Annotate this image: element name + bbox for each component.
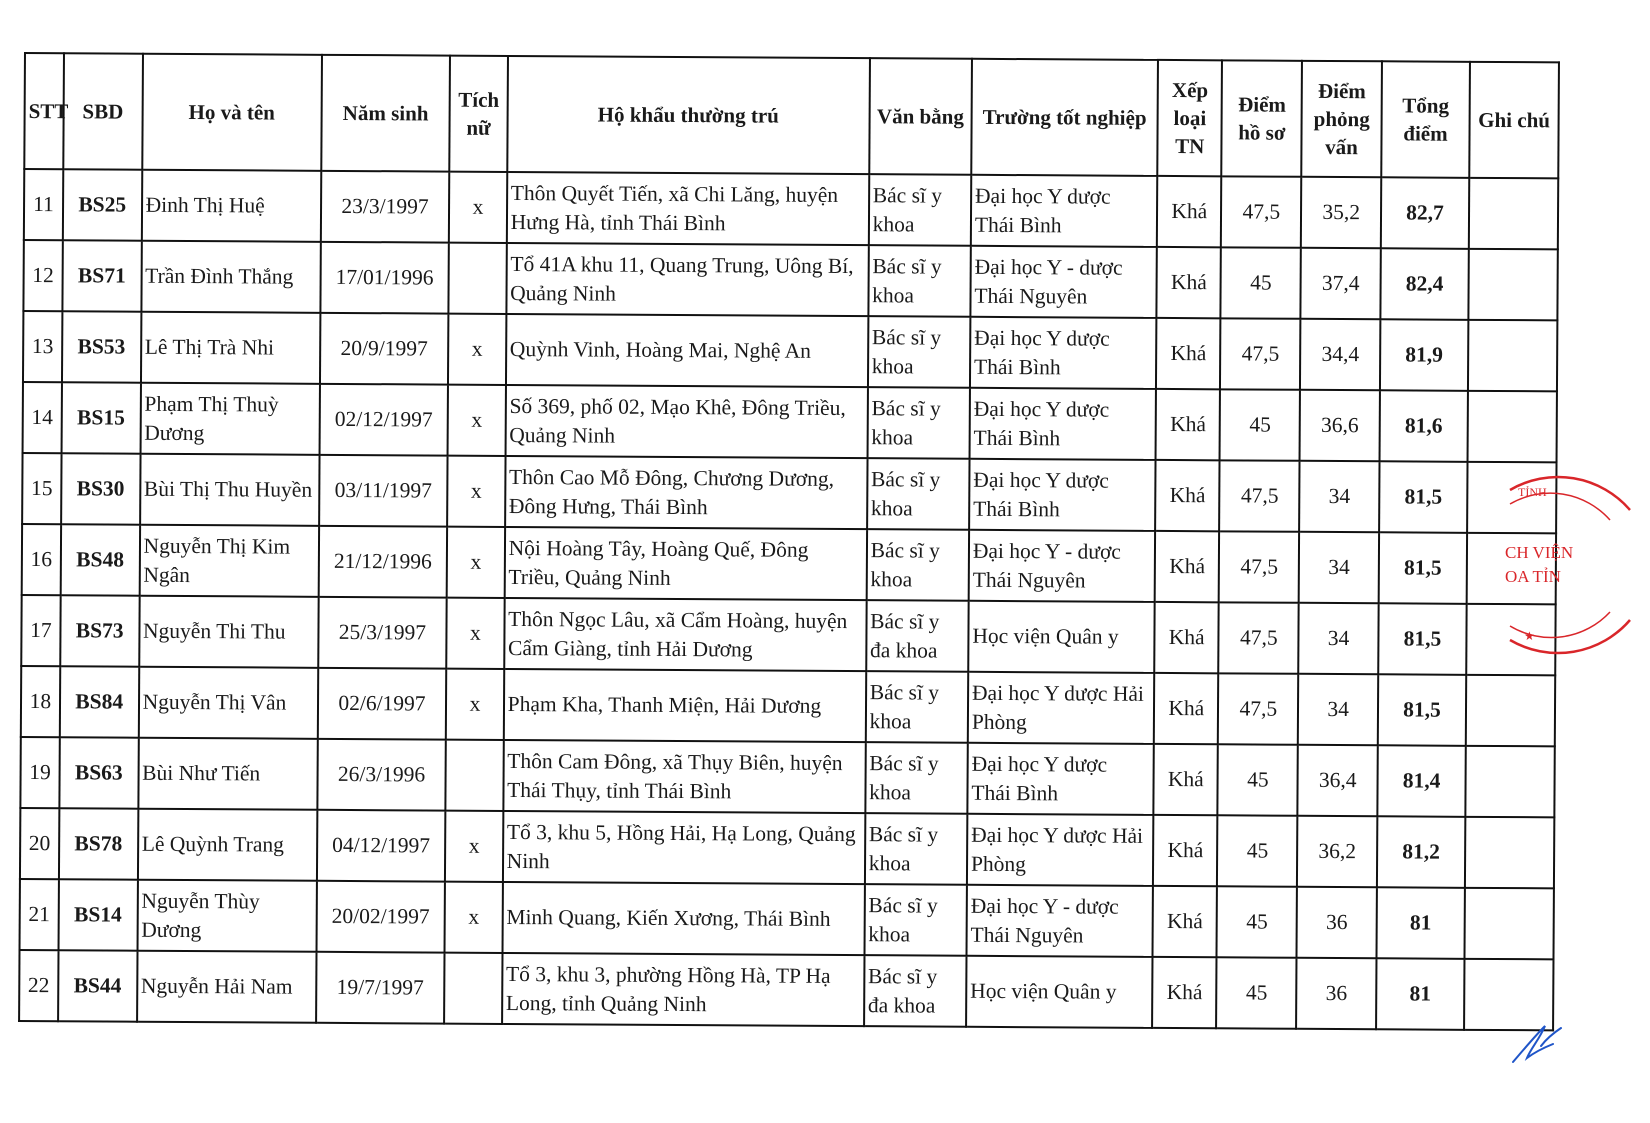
table-row <box>19 950 1553 1030</box>
handwritten-initials-signature <box>1505 1018 1565 1068</box>
row-interview-score: 36,4 <box>1298 745 1378 816</box>
header-birth: Năm sinh <box>321 55 451 172</box>
star-icon: ★ <box>1524 629 1535 643</box>
row-stt: 21 <box>20 879 59 950</box>
row-grade: Khá <box>1156 318 1221 389</box>
table-row <box>23 382 1557 462</box>
row-birth: 26/3/1996 <box>317 739 446 811</box>
row-degree: Bác sĩ y khoa <box>867 387 970 459</box>
row-total-score: 81,4 <box>1377 745 1465 817</box>
row-female-mark: x <box>449 172 507 243</box>
row-stt: 18 <box>21 666 60 737</box>
row-profile-score: 45 <box>1220 389 1300 460</box>
header-stt: STT <box>24 53 64 169</box>
header-profile-score: Điểm hồ sơ <box>1222 60 1302 176</box>
stamp-text-3: OA TỈN <box>1505 567 1561 586</box>
row-address: Quỳnh Vinh, Hoàng Mai, Nghệ An <box>506 314 868 387</box>
row-profile-score: 45 <box>1217 815 1297 886</box>
row-sbd: BS84 <box>60 666 139 737</box>
row-grade: Khá <box>1153 744 1218 815</box>
row-birth: 20/02/1997 <box>316 881 445 953</box>
row-school: Học viện Quân y <box>966 956 1153 1028</box>
row-degree: Bác sĩ y khoa <box>865 671 968 743</box>
row-profile-score: 47,5 <box>1218 673 1298 744</box>
row-degree: Bác sĩ y khoa <box>869 174 972 246</box>
row-interview-score: 35,2 <box>1301 177 1381 248</box>
header-degree: Văn bằng <box>869 58 972 175</box>
row-interview-score: 36 <box>1296 958 1376 1029</box>
row-degree: Bác sĩ y khoa <box>864 884 967 956</box>
table-row <box>22 453 1556 533</box>
header-school: Trường tốt nghiệp <box>971 59 1158 176</box>
row-total-score: 82,7 <box>1381 177 1469 249</box>
row-stt: 17 <box>21 595 60 666</box>
row-school: Đại học Y dược Thái Bình <box>969 459 1156 531</box>
row-school: Đại học Y dược Hải Phòng <box>968 672 1155 744</box>
row-school: Đại học Y dược Thái Bình <box>970 317 1157 389</box>
row-name: Nguyễn Hải Nam <box>137 951 316 1023</box>
row-name: Lê Thị Trà Nhi <box>141 312 320 384</box>
row-total-score: 81 <box>1376 958 1464 1030</box>
row-female-mark: x <box>445 811 503 882</box>
table-body <box>19 169 1558 1030</box>
table-row <box>20 808 1554 888</box>
row-sbd: BS25 <box>63 169 142 240</box>
row-interview-score: 34 <box>1299 532 1379 603</box>
row-degree: Bác sĩ y khoa <box>865 742 968 814</box>
stamp-text-2: CH VIỆN <box>1505 543 1574 562</box>
row-profile-score: 45 <box>1218 744 1298 815</box>
row-address: Nội Hoàng Tây, Hoàng Quế, Đông Triều, Quảng Ninh <box>504 527 866 600</box>
table-row <box>23 311 1557 391</box>
row-female-mark: x <box>447 527 505 598</box>
row-grade: Khá <box>1156 247 1221 318</box>
header-female: Tích nữ <box>450 56 508 172</box>
row-profile-score: 45 <box>1217 957 1297 1028</box>
red-seal-stamp <box>1500 470 1650 660</box>
row-profile-score: 47,5 <box>1219 602 1299 673</box>
row-profile-score: 45 <box>1217 886 1297 957</box>
header-address: Hộ khẩu thường trú <box>507 56 870 174</box>
row-interview-score: 36 <box>1297 887 1377 958</box>
row-note <box>1465 817 1554 889</box>
row-total-score: 82,4 <box>1380 248 1468 320</box>
row-stt: 16 <box>22 524 61 595</box>
row-note <box>1467 391 1556 463</box>
header-sbd: SBD <box>63 53 142 169</box>
table-row <box>22 524 1556 604</box>
table-row <box>21 595 1555 675</box>
row-address: Tổ 3, khu 3, phường Hồng Hà, TP Hạ Long, tỉnh Quảng Ninh <box>502 953 864 1026</box>
row-school: Học viện Quân y <box>968 601 1155 673</box>
row-address: Thôn Quyết Tiến, xã Chi Lăng, huyện Hưng Hà, tỉnh Thái Bình <box>506 172 868 245</box>
header-interview-score: Điểm phỏng vấn <box>1302 61 1382 177</box>
row-sbd: BS78 <box>59 808 138 879</box>
row-degree: Bác sĩ y khoa <box>868 245 971 317</box>
row-grade: Khá <box>1154 673 1219 744</box>
row-birth: 25/3/1997 <box>318 597 447 669</box>
row-stt: 20 <box>20 808 59 879</box>
row-birth: 02/12/1997 <box>319 384 448 456</box>
row-note <box>1464 888 1553 960</box>
row-total-score: 81,5 <box>1379 461 1467 533</box>
row-degree: Bác sĩ y đa khoa <box>864 955 967 1027</box>
row-total-score: 81,6 <box>1380 390 1468 462</box>
row-birth: 19/7/1997 <box>316 952 445 1024</box>
row-grade: Khá <box>1156 389 1221 460</box>
table-row <box>20 737 1554 817</box>
row-school: Đại học Y dược Thái Bình <box>971 175 1158 247</box>
row-name: Trần Đình Thắng <box>141 241 320 313</box>
row-grade: Khá <box>1155 531 1220 602</box>
row-degree: Bác sĩ y khoa <box>866 529 969 601</box>
row-address: Số 369, phố 02, Mạo Khê, Đông Triều, Quảng Ninh <box>505 385 867 458</box>
header-name: Họ và tên <box>142 54 322 171</box>
row-sbd: BS63 <box>59 737 138 808</box>
row-note <box>1465 746 1554 818</box>
row-stt: 13 <box>23 311 62 382</box>
row-name: Đinh Thị Huệ <box>141 170 320 242</box>
row-school: Đại học Y dược Thái Bình <box>967 743 1154 815</box>
row-total-score: 81,9 <box>1380 319 1468 391</box>
row-profile-score: 47,5 <box>1220 318 1300 389</box>
row-birth: 17/01/1996 <box>320 242 449 314</box>
row-stt: 19 <box>20 737 59 808</box>
row-interview-score: 34 <box>1298 674 1378 745</box>
row-school: Đại học Y dược Hải Phòng <box>967 814 1154 886</box>
row-sbd: BS15 <box>61 382 140 453</box>
row-total-score: 81,5 <box>1379 532 1467 604</box>
row-degree: Bác sĩ y đa khoa <box>866 600 969 672</box>
row-birth: 21/12/1996 <box>318 526 447 598</box>
row-female-mark <box>444 953 502 1024</box>
row-stt: 12 <box>23 240 62 311</box>
row-interview-score: 36,2 <box>1297 816 1377 887</box>
row-sbd: BS14 <box>58 879 137 950</box>
row-grade: Khá <box>1154 602 1219 673</box>
row-female-mark: x <box>447 456 505 527</box>
row-name: Nguyễn Thùy Dương <box>137 880 316 952</box>
table-row <box>20 879 1554 959</box>
row-total-score: 81,2 <box>1377 816 1465 888</box>
row-note <box>1469 178 1558 250</box>
row-address: Thôn Cam Đông, xã Thụy Biên, huyện Thái Thụy, tỉnh Thái Bình <box>503 740 865 813</box>
row-name: Nguyễn Thị Vân <box>138 667 317 739</box>
row-school: Đại học Y - dược Thái Nguyên <box>970 246 1157 318</box>
row-birth: 02/6/1997 <box>317 668 446 740</box>
row-name: Bùi Thị Thu Huyền <box>140 454 319 526</box>
row-sbd: BS71 <box>62 240 141 311</box>
row-name: Nguyễn Thi Thu <box>139 596 318 668</box>
row-female-mark <box>446 740 504 811</box>
row-degree: Bác sĩ y khoa <box>867 458 970 530</box>
table-row <box>21 666 1555 746</box>
row-female-mark: x <box>448 385 506 456</box>
row-birth: 04/12/1997 <box>316 810 445 882</box>
row-degree: Bác sĩ y khoa <box>865 813 968 885</box>
header-grade: Xếp loại TN <box>1157 60 1222 176</box>
row-female-mark: x <box>446 669 504 740</box>
row-note <box>1468 249 1557 321</box>
row-note <box>1468 320 1557 392</box>
row-total-score: 81,5 <box>1378 603 1466 675</box>
row-address: Minh Quang, Kiến Xương, Thái Bình <box>502 882 864 955</box>
row-name: Lê Quỳnh Trang <box>138 809 317 881</box>
row-address: Thôn Cao Mỗ Đông, Chương Dương, Đông Hưng, Thái Bình <box>505 456 867 529</box>
row-profile-score: 47,5 <box>1220 460 1300 531</box>
row-female-mark: x <box>448 314 506 385</box>
row-stt: 14 <box>23 382 62 453</box>
row-school: Đại học Y dược Thái Bình <box>969 388 1156 460</box>
row-birth: 03/11/1997 <box>319 455 448 527</box>
row-address: Phạm Kha, Thanh Miện, Hải Dương <box>503 669 865 742</box>
row-female-mark: x <box>445 882 503 953</box>
row-sbd: BS53 <box>62 311 141 382</box>
header-row <box>24 53 1559 178</box>
row-birth: 20/9/1997 <box>320 313 449 385</box>
row-profile-score: 45 <box>1221 247 1301 318</box>
row-grade: Khá <box>1155 460 1220 531</box>
row-stt: 22 <box>19 950 58 1021</box>
row-name: Nguyễn Thị Kim Ngân <box>139 525 318 597</box>
row-sbd: BS73 <box>60 595 139 666</box>
row-grade: Khá <box>1152 957 1217 1028</box>
row-address: Tổ 3, khu 5, Hồng Hải, Hạ Long, Quảng Ninh <box>503 811 865 884</box>
row-interview-score: 34 <box>1299 461 1379 532</box>
candidate-score-table <box>18 52 1560 1031</box>
row-school: Đại học Y - dược Thái Nguyên <box>969 530 1156 602</box>
row-profile-score: 47,5 <box>1219 531 1299 602</box>
row-birth: 23/3/1997 <box>320 171 449 243</box>
row-sbd: BS48 <box>61 524 140 595</box>
table-row <box>23 240 1557 320</box>
row-grade: Khá <box>1157 176 1222 247</box>
row-sbd: BS30 <box>61 453 140 524</box>
row-interview-score: 34,4 <box>1300 319 1380 390</box>
table-row <box>24 169 1558 249</box>
row-stt: 11 <box>24 169 63 240</box>
row-interview-score: 36,6 <box>1300 390 1380 461</box>
row-female-mark: x <box>447 598 505 669</box>
row-stt: 15 <box>22 453 61 524</box>
row-grade: Khá <box>1153 886 1218 957</box>
row-interview-score: 34 <box>1298 603 1378 674</box>
row-address: Tổ 41A khu 11, Quang Trung, Uông Bí, Quảng Ninh <box>506 243 868 316</box>
row-total-score: 81 <box>1377 887 1465 959</box>
row-school: Đại học Y - dược Thái Nguyên <box>966 885 1153 957</box>
header-note: Ghi chú <box>1469 62 1559 179</box>
row-name: Bùi Như Tiến <box>138 738 317 810</box>
row-interview-score: 37,4 <box>1301 248 1381 319</box>
row-degree: Bác sĩ y khoa <box>868 316 971 388</box>
row-profile-score: 47,5 <box>1221 176 1301 247</box>
row-female-mark <box>449 243 507 314</box>
header-total-score: Tổng điểm <box>1381 61 1470 178</box>
row-total-score: 81,5 <box>1378 674 1466 746</box>
row-grade: Khá <box>1153 815 1218 886</box>
row-sbd: BS44 <box>58 950 137 1021</box>
row-name: Phạm Thị Thuỳ Dương <box>140 383 319 455</box>
stamp-text-1: TỈNH <box>1518 485 1547 499</box>
row-address: Thôn Ngọc Lâu, xã Cẩm Hoàng, huyện Cẩm Giàng, tỉnh Hải Dương <box>504 598 866 671</box>
row-note <box>1466 675 1555 747</box>
